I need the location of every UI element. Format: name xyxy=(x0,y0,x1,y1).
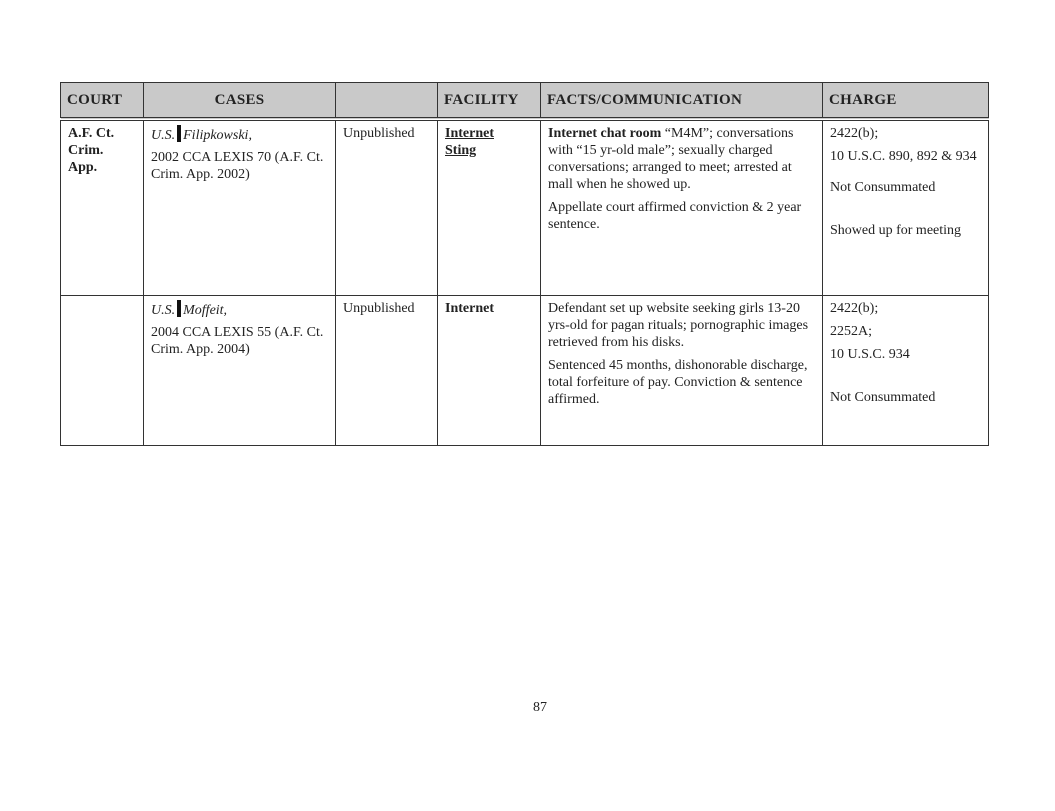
charge-line: Not Consummated xyxy=(830,180,936,195)
charge-line: Showed up for meeting xyxy=(830,223,962,238)
facility-line: Sting xyxy=(445,143,477,158)
facts-cell xyxy=(541,119,823,295)
court-cell xyxy=(61,295,144,445)
court-line: A.F. Ct. xyxy=(68,126,115,141)
charge-line: 2422(b); xyxy=(830,300,879,316)
case-citation: 2004 CCA LEXIS 55 (A.F. Ct. Crim. App. 2004) xyxy=(151,324,324,357)
charge-line: 10 U.S.C. 890, 892 & 934 xyxy=(830,149,977,164)
table-row xyxy=(61,119,989,295)
header-cases: CASES xyxy=(144,83,336,120)
page-number: 87 xyxy=(533,700,547,715)
case-cell xyxy=(144,295,336,445)
facts-paragraph: Defendant set up website seeking girls 13-20 yrs-old for pagan rituals; pornographic images retrieved from his disks. xyxy=(548,300,809,350)
header-status xyxy=(336,83,438,120)
case-citation: 2002 CCA LEXIS 70 (A.F. Ct. Crim. App. 2002) xyxy=(151,150,324,182)
charge-line: 10 U.S.C. 934 xyxy=(830,346,910,362)
charge-cell xyxy=(823,119,989,295)
charge-line: Not Consummated xyxy=(830,389,936,405)
charge-line: 2422(b); xyxy=(830,126,879,141)
status-cell: Unpublished xyxy=(336,119,438,295)
status-cell: Unpublished xyxy=(336,295,438,445)
header-charge: CHARGE xyxy=(823,83,989,120)
redaction-mark xyxy=(177,300,181,317)
facility-line: Internet xyxy=(445,126,494,141)
case-name: U.S. Moffeit, xyxy=(151,300,328,319)
charge-line: 2252A; xyxy=(830,323,872,339)
header-court: COURT xyxy=(61,83,144,120)
table-row xyxy=(61,295,989,445)
facility-cell xyxy=(438,119,541,295)
case-cell xyxy=(144,119,336,295)
header-facility: FACILITY xyxy=(438,83,541,120)
court-cell xyxy=(61,119,144,295)
facts-paragraph: Sentenced 45 months, dishonorable discharge, total forfeiture of pay. Conviction & sentence affirmed. xyxy=(548,357,808,407)
court-line: App. xyxy=(68,160,98,175)
cases-table xyxy=(60,82,989,446)
court-line: Crim. xyxy=(68,143,104,158)
table-header-row xyxy=(61,83,989,120)
facts-lead: Internet chat room xyxy=(548,126,662,141)
facts-paragraph: Appellate court affirmed conviction & 2 year sentence. xyxy=(548,200,802,232)
facts-paragraph: Internet chat room “M4M”; conversations with “15 yr-old male”; sexually charged conversations; arranged to meet; arrested at mall when he showed up. xyxy=(548,126,794,192)
header-facts: FACTS/COMMUNICATION xyxy=(541,83,823,120)
redaction-mark xyxy=(177,125,181,142)
case-name: U.S. Filipkowski, xyxy=(151,125,328,144)
charge-cell xyxy=(823,295,989,445)
facts-cell xyxy=(541,295,823,445)
facility-cell: Internet xyxy=(438,295,541,445)
